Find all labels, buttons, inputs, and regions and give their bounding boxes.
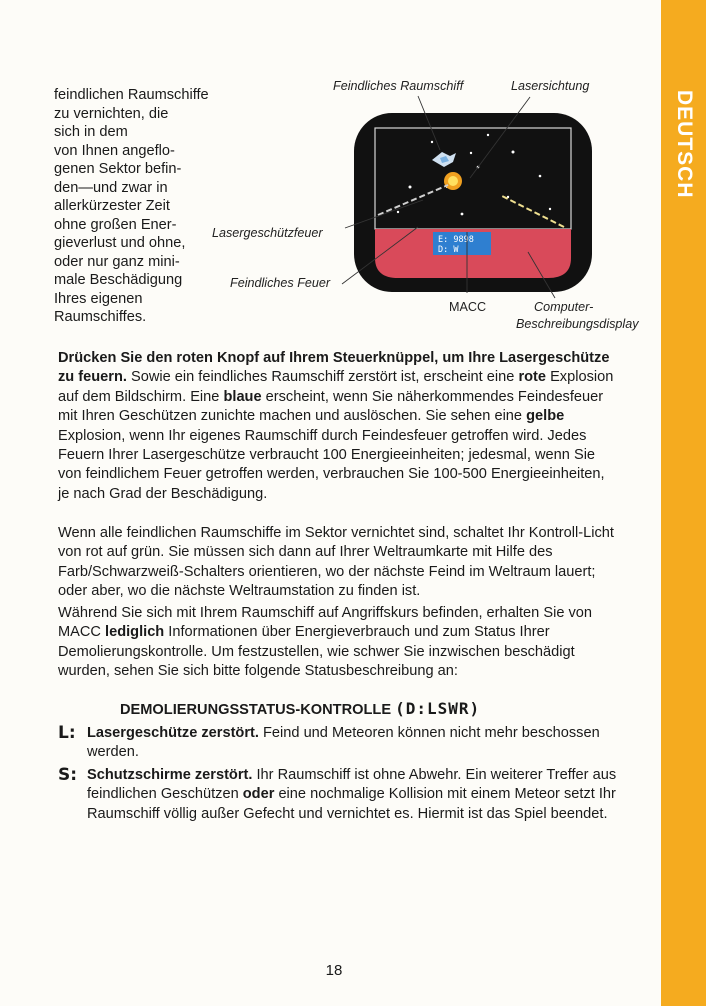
status-description: Ihr Raumschiff ist ohne Abwehr. Ein weiterer Treffer aus feindlichen Geschützen [87, 767, 617, 803]
intro-line: oder nur ganz mini- [54, 253, 180, 270]
status-description: eine nochmalige Kollision mit einem Meteor setzt Ihr Raumschiff völlig außer Gefecht und vernichtet es. Hiermit ist das Spiel beendet. [87, 786, 616, 822]
text-span: erscheint, wenn Sie näherkommendes Feindesfeuer mit Ihren Geschützen zunichte machen und auslöschen. Sie sehen eine [58, 388, 604, 425]
intro-line: ohne großen Ener- [54, 216, 177, 233]
section-code: (D:LSWR) [395, 699, 481, 718]
label-enemy-fire: Feindliches Feuer [230, 276, 331, 290]
language-tab-label: DEUTSCH [673, 89, 696, 199]
text-span: Während Sie sich mit Ihrem Raumschiff auf Angriffskurs befinden, erhalten Sie von MACC [58, 605, 593, 641]
intro-line: feindlichen Raumschiffe [54, 87, 209, 103]
label-enemy-ship: Feindliches Raumschiff [333, 79, 464, 93]
status-item-l [58, 724, 618, 763]
intro-line: allerkürzester Zeit [54, 198, 170, 214]
text-span: Informationen über Energieverbrauch und zum Status Ihrer Demolierungskontrolle. Um festzustellen, wie schwer Sie inzwischen beschädigt wurden, sehen Sie sich bitte folgende Statusbeschreibung an: [58, 624, 575, 680]
word-yellow: gelbe [526, 408, 565, 425]
section-title-text: DEMOLIERUNGSSTATUS-KONTROLLE [120, 702, 396, 718]
explosion-icon [444, 172, 462, 190]
intro-line: male Beschädigung [54, 272, 183, 288]
text-span: Explosion auf dem Bildschirm. Eine [58, 369, 614, 405]
text-span: Sowie ein feindliches Raumschiff zerstört ist, erscheint eine [126, 369, 519, 386]
paragraph-firing [58, 349, 618, 504]
status-heading: Schutzschirme zerstört. [87, 767, 253, 783]
word-or: oder [242, 786, 275, 803]
intro-line: genen Sektor befin- [54, 161, 182, 177]
text-span: Explosion, wenn Ihr eigenes Raumschiff durch Feindesfeuer getroffen wird. Jedes Feuern Ihrer Lasergeschütze verbraucht 100 Energieeinheiten; jedesmal, wenn Sie von feindlichem Feuer getroffen werden, verbrauchen Sie 100-500 Energieeinheiten, je nach Grad der Beschädigung. [58, 427, 605, 502]
intro-line: gieverlust und ohne, [54, 235, 186, 251]
word-only: lediglich [105, 624, 165, 641]
status-item-s [58, 766, 618, 824]
word-blue: blaue [223, 388, 262, 405]
intro-line: zu vernichten, die [54, 105, 169, 122]
intro-line: den—und zwar in [54, 179, 168, 196]
status-heading: Lasergeschütze zerstört. [87, 725, 259, 741]
intro-line: Ihres eigenen [54, 290, 143, 307]
paragraph-macc-info [58, 604, 618, 682]
status-letter: L: [58, 723, 76, 743]
section-title [120, 699, 600, 718]
readout-damage: D: W [438, 245, 459, 255]
label-laser-sight: Lasersichtung [511, 79, 590, 93]
label-macc: MACC [449, 300, 487, 314]
label-computer-display-2: Beschreibungsdisplay [516, 317, 639, 331]
page-number: 18 [325, 962, 343, 979]
game-screen-illustration [0, 0, 706, 340]
intro-line: sich in dem [54, 124, 128, 140]
label-computer-display-1: Computer- [534, 300, 594, 314]
label-laser-fire: Lasergeschützfeuer [212, 226, 323, 240]
status-description: Feind und Meteoren können nicht mehr beschossen werden. [87, 725, 600, 761]
readout-energy: E: 9898 [438, 235, 474, 245]
word-red: rote [518, 369, 547, 386]
intro-line: Raumschiffes. [54, 309, 147, 325]
intro-line: von Ihnen angeflo- [54, 142, 175, 159]
paragraph-sector-cleared: Wenn alle feindlichen Raumschiffe im Sektor vernichtet sind, schaltet Ihr Kontroll-Licht von rot auf grün. Sie müssen sich dann auf Ihrer Weltraumkarte mit Hilfe des Farb/Schwarzweiß-Schalters orientieren, wo der nächste Feind im Weltraum lauert; oder aber, wo die nächste Weltraumstation zu finden ist. [58, 525, 614, 600]
firing-instruction: Drücken Sie den roten Knopf auf Ihrem Steuerknüppel, um Ihre Lasergeschütze zu feuern. [58, 350, 610, 386]
status-letter: S: [58, 765, 78, 785]
